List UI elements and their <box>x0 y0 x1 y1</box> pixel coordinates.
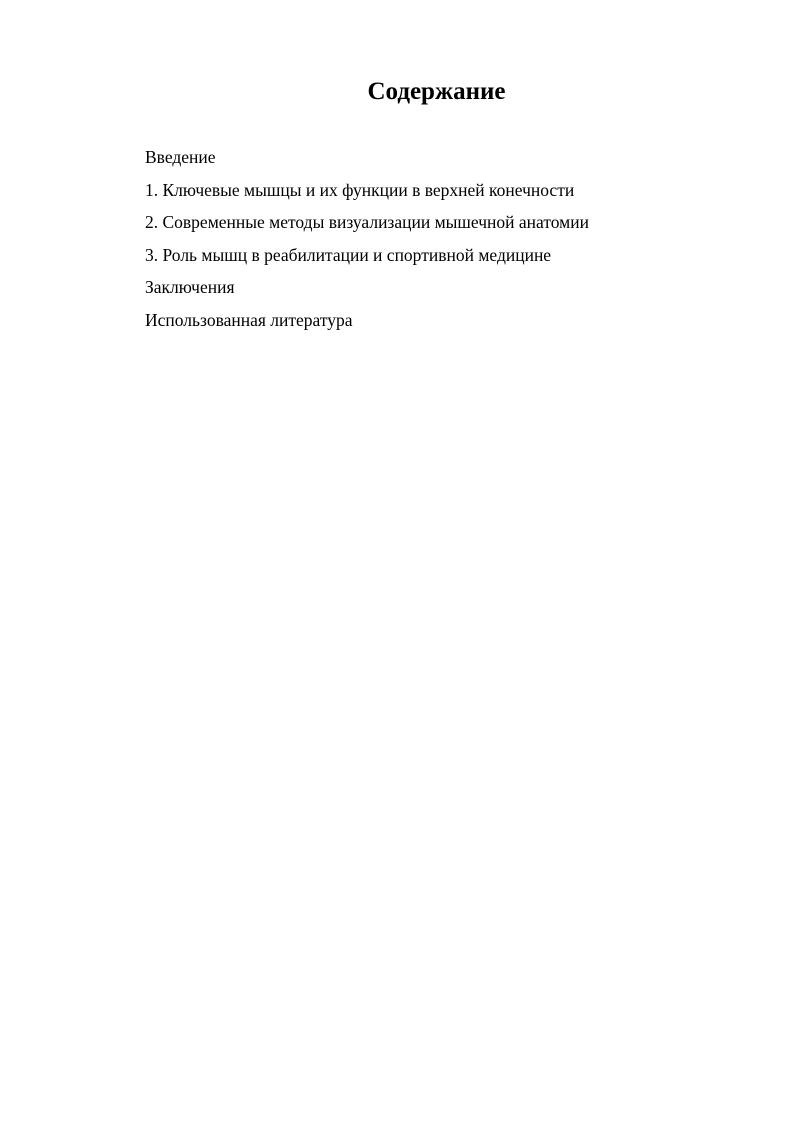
toc-item-chapter-1: 1. Ключевые мышцы и их функции в верхней конечности <box>145 179 575 200</box>
toc-item-references: Использованная литература <box>145 309 353 330</box>
toc-item-conclusions: Заключения <box>145 277 235 298</box>
toc-item-introduction: Введение <box>145 147 216 167</box>
page-title: Содержание <box>367 78 506 105</box>
toc-item-chapter-2: 2. Современные методы визуализации мышечной анатомии <box>145 212 589 233</box>
toc-item-chapter-3: 3. Роль мышц в реабилитации и спортивной медицине <box>145 244 552 265</box>
table-of-contents <box>145 146 589 342</box>
